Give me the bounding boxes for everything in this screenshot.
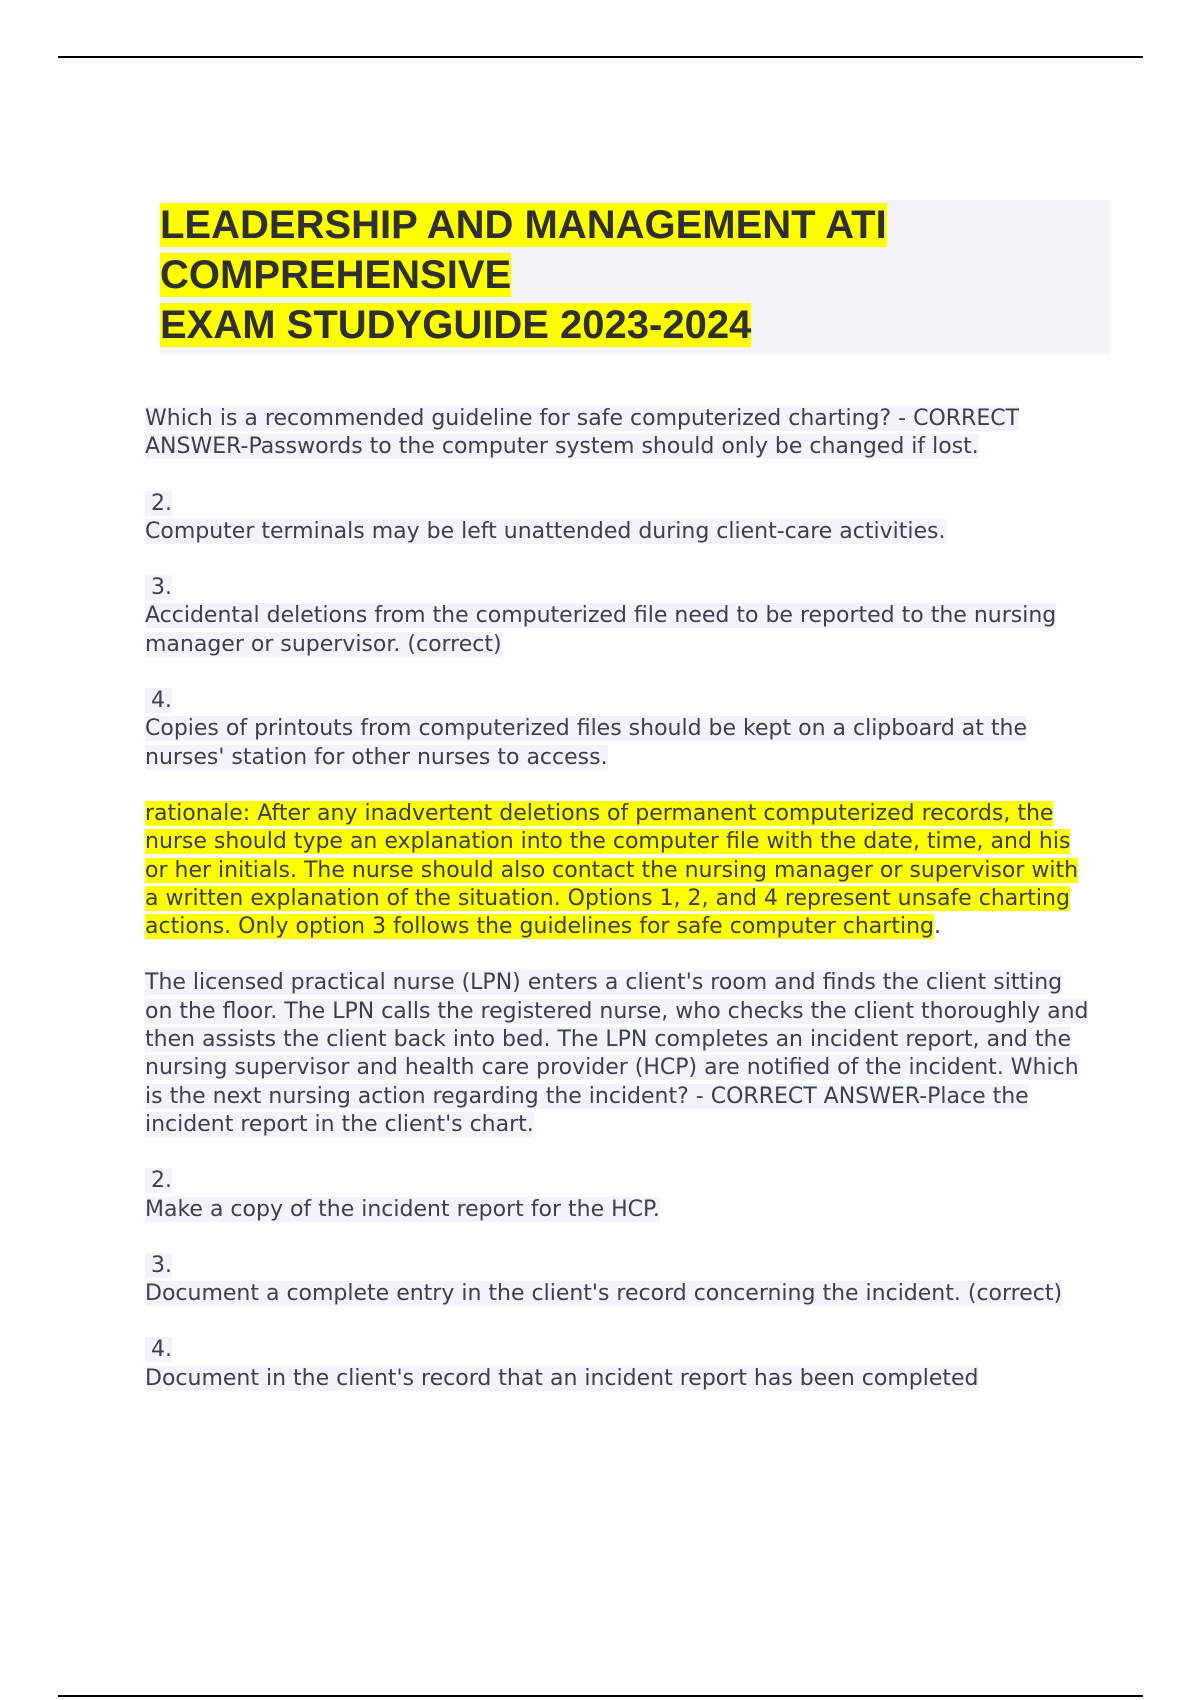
q2-option-2-number: 2. [145,1168,172,1193]
q2-question: The licensed practical nurse (LPN) enters a client's room and finds the client sitting on the floor. The LPN calls the registered nurse, who checks the client thoroughly and then assists the client back into bed. The LPN completes an incident report, and the nursing supervisor and health care provider (HCP) are notified of the incident. Which is the next nursing action regarding the incident? - CORRECT ANSWER-Place the incident report in the client's chart. [145,970,1089,1137]
q1-rationale [145,800,1095,941]
q2-option-2-text: Make a copy of the incident report for the HCP. [145,1196,660,1222]
q1-option-3-text: Accidental deletions from the computerized file need to be reported to the nursing manager or supervisor. (correct) [145,603,1057,657]
q1-option-3 [145,574,1095,659]
q1-option-2-text: Computer terminals may be left unattended during client-care activities. [145,518,946,544]
q1-rationale-period: . [933,914,941,940]
q2-option-3-text: Document a complete entry in the client's record concerning the incident. (correct) [145,1281,1063,1307]
q2-option-4-text: Document in the client's record that an incident report has been completed [145,1365,979,1391]
q1-option-4-text: Copies of printouts from computerized files should be kept on a clipboard at the nurses' station for other nurses to access. [145,716,1027,770]
q2-option-3-number: 3. [145,1253,172,1278]
q1-question: Which is a recommended guideline for safe computerized charting? - CORRECT ANSWER-Passwords to the computer system should only be changed if lost. [145,406,1020,460]
q2-option-3 [145,1252,1095,1309]
q2-option-2 [145,1167,1095,1224]
q1-option-4 [145,687,1095,772]
q1-option-2-number: 2. [145,491,172,516]
q1-option-4-number: 4. [145,688,172,713]
top-rule [58,56,1143,58]
document-title [160,200,1120,350]
bottom-rule [58,1695,1143,1697]
title-line-2: COMPREHENSIVE [160,253,512,297]
document-body [145,405,1095,1421]
q2-option-4-number: 4. [145,1337,172,1362]
q2-option-4 [145,1336,1095,1393]
q1-option-2 [145,490,1095,547]
title-line-3: EXAM STUDYGUIDE 2023-2024 [160,303,752,347]
title-line-1: LEADERSHIP AND MANAGEMENT ATI [160,203,887,247]
q1-rationale-text: rationale: After any inadvertent deletions of permanent computerized records, the nurse should type an explanation into the computer file with the date, time, and his or her initials. The nurse should also contact the nursing manager or supervisor with a written explanation of the situation. Options 1, 2, and 4 represent unsafe charting actions. Only option 3 follows the guidelines for safe computer charting [145,800,1079,940]
q1-option-3-number: 3. [145,575,172,600]
